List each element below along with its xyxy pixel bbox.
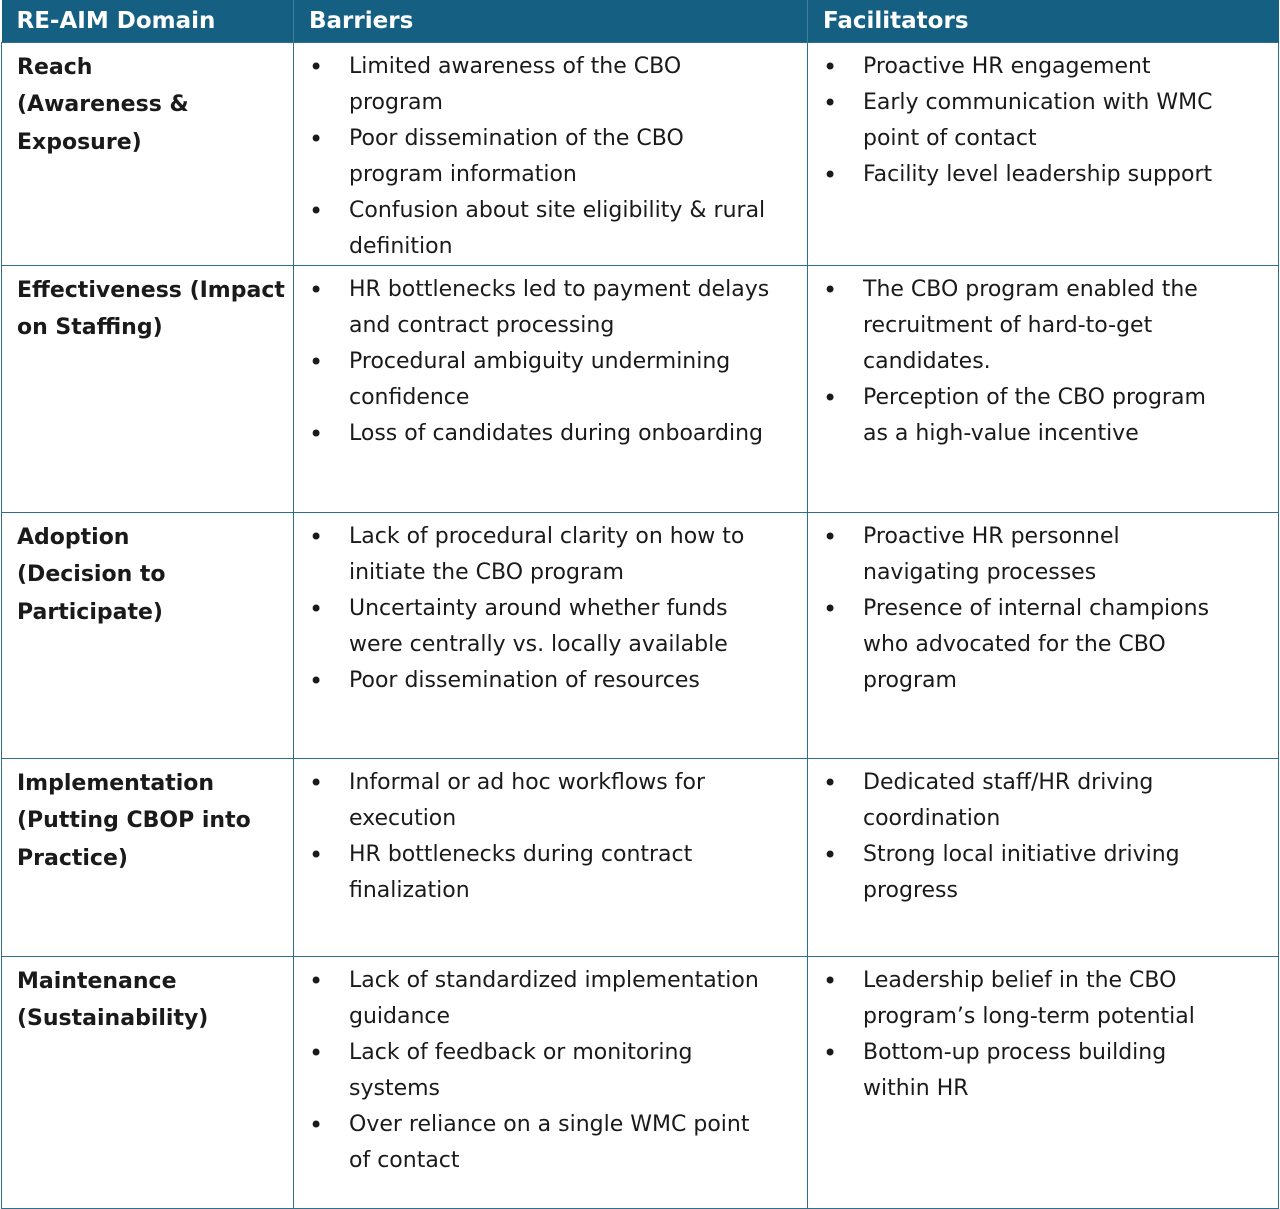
bullet-text-line: point of contact <box>863 125 1037 151</box>
table-row <box>2 758 1279 956</box>
barriers-list <box>309 519 799 699</box>
facilitator-item <box>823 49 1270 85</box>
domain-label-line: on Staffing) <box>17 315 163 340</box>
barriers-cell <box>294 512 808 758</box>
bullet-text-line: • Procedural ambiguity undermining <box>349 348 731 374</box>
bullet-text-line: within HR <box>863 1075 969 1101</box>
barriers-cell <box>294 42 808 265</box>
bullet-text-line: • Dedicated staff/HR driving <box>863 769 1154 795</box>
barriers-list <box>309 765 799 909</box>
barrier-item <box>309 416 799 452</box>
bullet-text-line: • Lack of feedback or monitoring <box>349 1039 693 1065</box>
barrier-item <box>309 765 799 837</box>
bullet-text <box>349 272 799 344</box>
bullet-text-line: and contract processing <box>349 312 615 338</box>
bullet-text <box>349 663 799 699</box>
table-row <box>2 265 1279 512</box>
domain-cell <box>2 956 294 1208</box>
bullet-text-line: program <box>863 667 957 693</box>
bullet-text <box>863 765 1270 837</box>
barriers-cell <box>294 956 808 1208</box>
bullet-text-line: coordination <box>863 805 1001 831</box>
bullet-text-line: • Strong local initiative driving <box>863 841 1180 867</box>
facilitator-item <box>823 765 1270 837</box>
barrier-item <box>309 1035 799 1107</box>
bullet-text <box>863 380 1270 452</box>
bullet-text-line: • Confusion about site eligibility & rural <box>349 197 766 223</box>
bullet-text-line: • Uncertainty around whether funds <box>349 595 728 621</box>
bullet-text-line: • HR bottlenecks during contract <box>349 841 693 867</box>
bullet-text-line: • Bottom-up process building <box>863 1039 1167 1065</box>
bullet-text <box>863 272 1270 380</box>
domain-label-line: (Decision to <box>17 562 166 587</box>
facilitator-item <box>823 272 1270 380</box>
facilitators-list <box>823 963 1270 1107</box>
facilitator-item <box>823 591 1270 699</box>
domain-label-line: Practice) <box>17 845 128 871</box>
barrier-item <box>309 837 799 909</box>
facilitator-item <box>823 837 1270 909</box>
barrier-item <box>309 49 799 121</box>
domain-cell <box>2 512 294 758</box>
facilitators-list <box>823 272 1270 452</box>
domain-label-line: Maintenance <box>17 968 177 994</box>
facilitators-list <box>823 519 1270 699</box>
bullet-text <box>349 519 799 591</box>
bullet-text <box>863 837 1270 909</box>
bullet-text <box>349 193 799 265</box>
bullet-text-line: • Perception of the CBO program <box>863 384 1206 410</box>
bullet-text <box>863 85 1270 157</box>
domain-label-line: Adoption <box>17 524 130 550</box>
bullet-text-line: progress <box>863 877 958 903</box>
barriers-cell <box>294 758 808 956</box>
bullet-text <box>349 837 799 909</box>
header-barriers: Barriers <box>294 0 808 42</box>
bullet-text-line: program’s long-term potential <box>863 1003 1195 1029</box>
bullet-text <box>863 591 1270 699</box>
domain-label-line: Exposure) <box>17 129 142 155</box>
domain-label-line: Participate) <box>17 599 163 625</box>
bullet-text-line: • Lack of procedural clarity on how to <box>349 523 745 549</box>
bullet-text-line: execution <box>349 805 457 831</box>
table-row <box>2 512 1279 758</box>
bullet-text-line: candidates. <box>863 348 991 374</box>
facilitators-cell <box>808 42 1279 265</box>
bullet-text <box>349 1035 799 1107</box>
domain-label-line: Implementation <box>17 770 215 796</box>
bullet-text <box>863 157 1270 193</box>
barrier-item <box>309 344 799 416</box>
bullet-text <box>863 519 1270 591</box>
table-body <box>2 42 1279 1208</box>
facilitators-cell <box>808 512 1279 758</box>
bullet-text-line: • Lack of standardized implementation <box>349 967 759 993</box>
facilitators-cell <box>808 956 1279 1208</box>
bullet-text-line: definition <box>349 233 453 259</box>
bullet-text-line: systems <box>349 1075 440 1101</box>
header-domain: RE-AIM Domain <box>2 0 294 42</box>
bullet-text-line: • The CBO program enabled the <box>863 276 1198 302</box>
facilitators-list <box>823 765 1270 909</box>
bullet-text-line: • Limited awareness of the CBO <box>349 53 682 79</box>
bullet-text-line: • Poor dissemination of the CBO <box>349 125 684 151</box>
domain-cell <box>2 265 294 512</box>
facilitator-item <box>823 157 1270 193</box>
table-row <box>2 956 1279 1208</box>
domain-cell <box>2 42 294 265</box>
bullet-text <box>349 416 799 452</box>
domain-label-line: (Putting CBOP into <box>17 808 251 833</box>
domain-label-line: Effectiveness (Impact <box>17 277 285 303</box>
facilitators-list <box>823 49 1270 193</box>
domain-label-line: (Sustainability) <box>17 1006 209 1031</box>
bullet-text-line: navigating processes <box>863 559 1097 585</box>
bullet-text-line: finalization <box>349 877 470 903</box>
bullet-text-line: • Proactive HR personnel <box>863 523 1120 549</box>
facilitator-item <box>823 85 1270 157</box>
bullet-text-line: were centrally vs. locally available <box>349 631 728 657</box>
facilitator-item <box>823 1035 1270 1107</box>
bullet-text <box>349 765 799 837</box>
barrier-item <box>309 1107 799 1179</box>
barriers-list <box>309 272 799 452</box>
bullet-text-line: of contact <box>349 1147 460 1173</box>
facilitator-item <box>823 380 1270 452</box>
bullet-text-line: • Poor dissemination of resources <box>349 667 700 693</box>
bullet-text-line: initiate the CBO program <box>349 559 624 585</box>
barrier-item <box>309 963 799 1035</box>
bullet-text <box>863 1035 1270 1107</box>
bullet-text-line: • Early communication with WMC <box>863 89 1213 115</box>
bullet-text-line: guidance <box>349 1003 451 1029</box>
bullet-text-line: • Leadership belief in the CBO <box>863 967 1177 993</box>
re-aim-table <box>1 0 1279 1209</box>
header-row <box>2 0 1279 42</box>
bullet-text <box>349 963 799 1035</box>
bullet-text <box>349 121 799 193</box>
bullet-text-line: program information <box>349 161 577 187</box>
bullet-text-line: • Presence of internal champions <box>863 595 1210 621</box>
header-facilitators: Facilitators <box>808 0 1279 42</box>
barriers-list <box>309 49 799 265</box>
facilitators-cell <box>808 758 1279 956</box>
bullet-text <box>349 1107 799 1179</box>
bullet-text-line: as a high-value incentive <box>863 420 1139 446</box>
barriers-list <box>309 963 799 1179</box>
bullet-text-line: who advocated for the CBO <box>863 631 1166 657</box>
table-row <box>2 42 1279 265</box>
domain-label-line: Reach <box>17 54 93 80</box>
bullet-text-line: • Proactive HR engagement <box>863 53 1151 79</box>
barriers-cell <box>294 265 808 512</box>
bullet-text-line: recruitment of hard-to-get <box>863 312 1153 338</box>
barrier-item <box>309 519 799 591</box>
table-header <box>2 0 1279 42</box>
bullet-text <box>349 344 799 416</box>
bullet-text-line: • Loss of candidates during onboarding <box>349 420 764 446</box>
facilitator-item <box>823 519 1270 591</box>
barrier-item <box>309 121 799 193</box>
barrier-item <box>309 272 799 344</box>
facilitators-cell <box>808 265 1279 512</box>
barrier-item <box>309 591 799 663</box>
bullet-text-line: • Facility level leadership support <box>863 161 1213 187</box>
bullet-text-line: • Informal or ad hoc workflows for <box>349 769 705 795</box>
bullet-text-line: • Over reliance on a single WMC point <box>349 1111 750 1137</box>
bullet-text <box>349 49 799 121</box>
bullet-text <box>863 49 1270 85</box>
barrier-item <box>309 193 799 265</box>
bullet-text <box>349 591 799 663</box>
bullet-text-line: program <box>349 89 443 115</box>
domain-cell <box>2 758 294 956</box>
domain-label-line: (Awareness & <box>17 92 189 117</box>
barrier-item <box>309 663 799 699</box>
bullet-text <box>863 963 1270 1035</box>
bullet-text-line: • HR bottlenecks led to payment delays <box>349 276 770 302</box>
bullet-text-line: confidence <box>349 384 470 410</box>
facilitator-item <box>823 963 1270 1035</box>
